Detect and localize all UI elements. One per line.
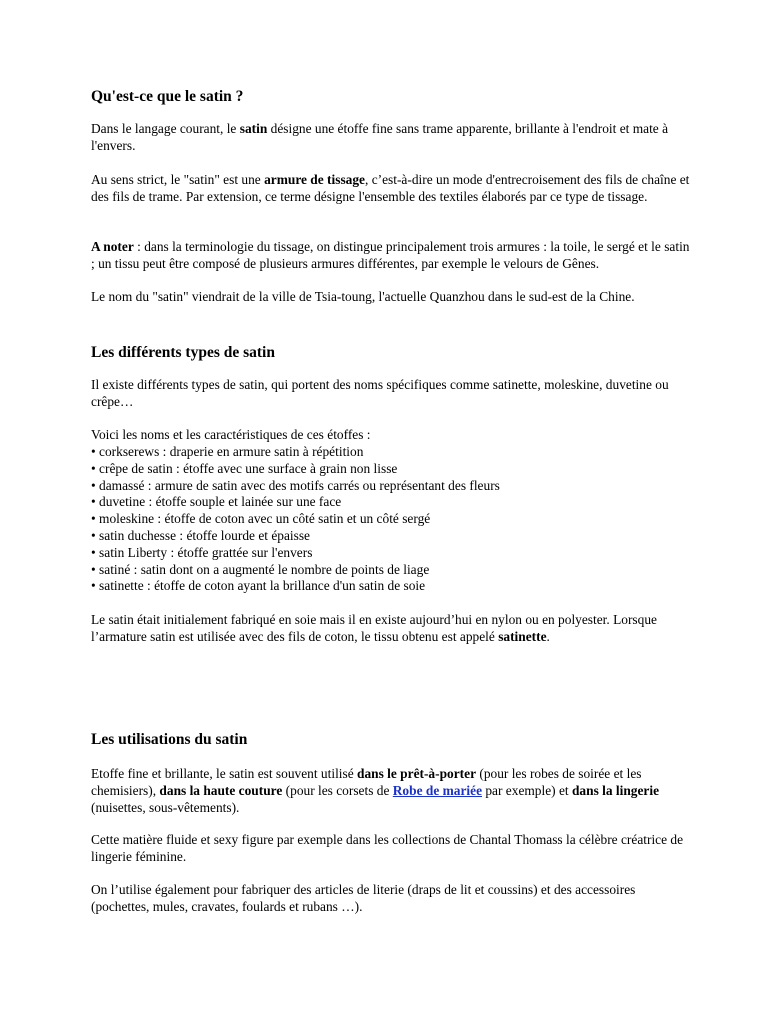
section-title-uses: Les utilisations du satin	[91, 731, 248, 748]
bold-term: armure de tissage	[264, 172, 365, 187]
list-item: • crêpe de satin : étoffe avec une surface à grain non lisse	[91, 461, 691, 478]
paragraph-chantal-thomass: Cette matière fluide et sexy figure par exemple dans les collections de Chantal Thomass la célèbre créatrice de lingerie féminine.	[91, 832, 684, 864]
paragraph-other-uses: On l’utilise également pour fabriquer des articles de literie (draps de lit et coussins) et des accessoires (pochettes, mules, cravates, foulards et rubans …).	[91, 882, 636, 914]
paragraph-uses	[91, 766, 691, 816]
list-item: • satin Liberty : étoffe grattée sur l'envers	[91, 545, 691, 562]
text: : dans la terminologie du tissage, on distingue principalement trois armures : la toile, le sergé et le satin ; un tissu peut être composé de plusieurs armures différentes, par exemple le velours de Gênes.	[91, 239, 690, 271]
list-item: • satiné : satin dont on a augmenté le nombre de points de liage	[91, 562, 691, 579]
bold-term: dans la lingerie	[571, 782, 660, 798]
list-item: • corkserews : draperie en armure satin à répétition	[91, 444, 691, 461]
list-item: • duvetine : étoffe souple et lainée sur une face	[91, 494, 691, 511]
text: (pour les corsets de	[282, 782, 393, 798]
bold-term: satin	[239, 121, 268, 136]
list-intro: Voici les noms et les caractéristiques de ces étoffes :	[91, 427, 371, 442]
text: par exemple) et	[482, 782, 572, 798]
text: Etoffe fine et brillante, le satin est souvent utilisé	[91, 766, 358, 781]
list-item: • damassé : armure de satin avec des motifs carrés ou représentant des fleurs	[91, 478, 691, 495]
list-item: • satinette : étoffe de coton ayant la brillance d'un satin de soie	[91, 578, 691, 595]
list-item: • satin duchesse : étoffe lourde et épaisse	[91, 528, 691, 545]
text: Dans le langage courant, le	[91, 121, 240, 136]
text: (pour les robes de soirée et les chemisiers),	[91, 766, 642, 798]
text: .	[546, 628, 550, 644]
bold-term: A noter	[91, 239, 134, 254]
satin-types-list	[91, 444, 691, 595]
paragraph-definition	[91, 121, 691, 155]
text: Au sens strict, le "satin" est une	[91, 172, 265, 187]
paragraph-material	[91, 612, 691, 646]
text: Le satin était initialement fabriqué en soie mais il en existe aujourd’hui en nylon ou en polyester. Lorsque l’armature satin est utilisée avec des fils de coton, le tissu obtenu est appelé	[91, 612, 657, 644]
paragraph-origin: Le nom du "satin" viendrait de la ville de Tsia-toung, l'actuelle Quanzhou dans le sud-est de la Chine.	[91, 289, 635, 304]
bold-term: dans le prêt-à-porter	[357, 766, 477, 781]
text: , c’est-à-dire un mode d'entrecroisement des fils de chaîne et des fils de trame. Par extension, ce terme désigne l'ensemble des textiles élaborés par ce type de tissage.	[91, 172, 690, 204]
section-title-what-is-satin: Qu'est-ce que le satin ?	[91, 88, 244, 105]
text: (nuisettes, sous-vêtements).	[91, 799, 240, 815]
list-item: • moleskine : étoffe de coton avec un côté satin et un côté sergé	[91, 511, 691, 528]
paragraph-strict-sense	[91, 172, 691, 206]
paragraph-note	[91, 239, 691, 273]
bold-term: dans la haute couture	[159, 782, 283, 798]
section-title-types: Les différents types de satin	[91, 344, 275, 361]
paragraph-types-intro: Il existe différents types de satin, qui portent des noms spécifiques comme satinette, moleskine, duvetine ou crêpe…	[91, 377, 669, 409]
robe-de-mariee-link[interactable]: Robe de mariée	[392, 782, 483, 798]
text: désigne une étoffe fine sans trame apparente, brillante à l'endroit et mate à l'envers.	[91, 121, 669, 153]
bold-term: satinette	[498, 628, 547, 644]
